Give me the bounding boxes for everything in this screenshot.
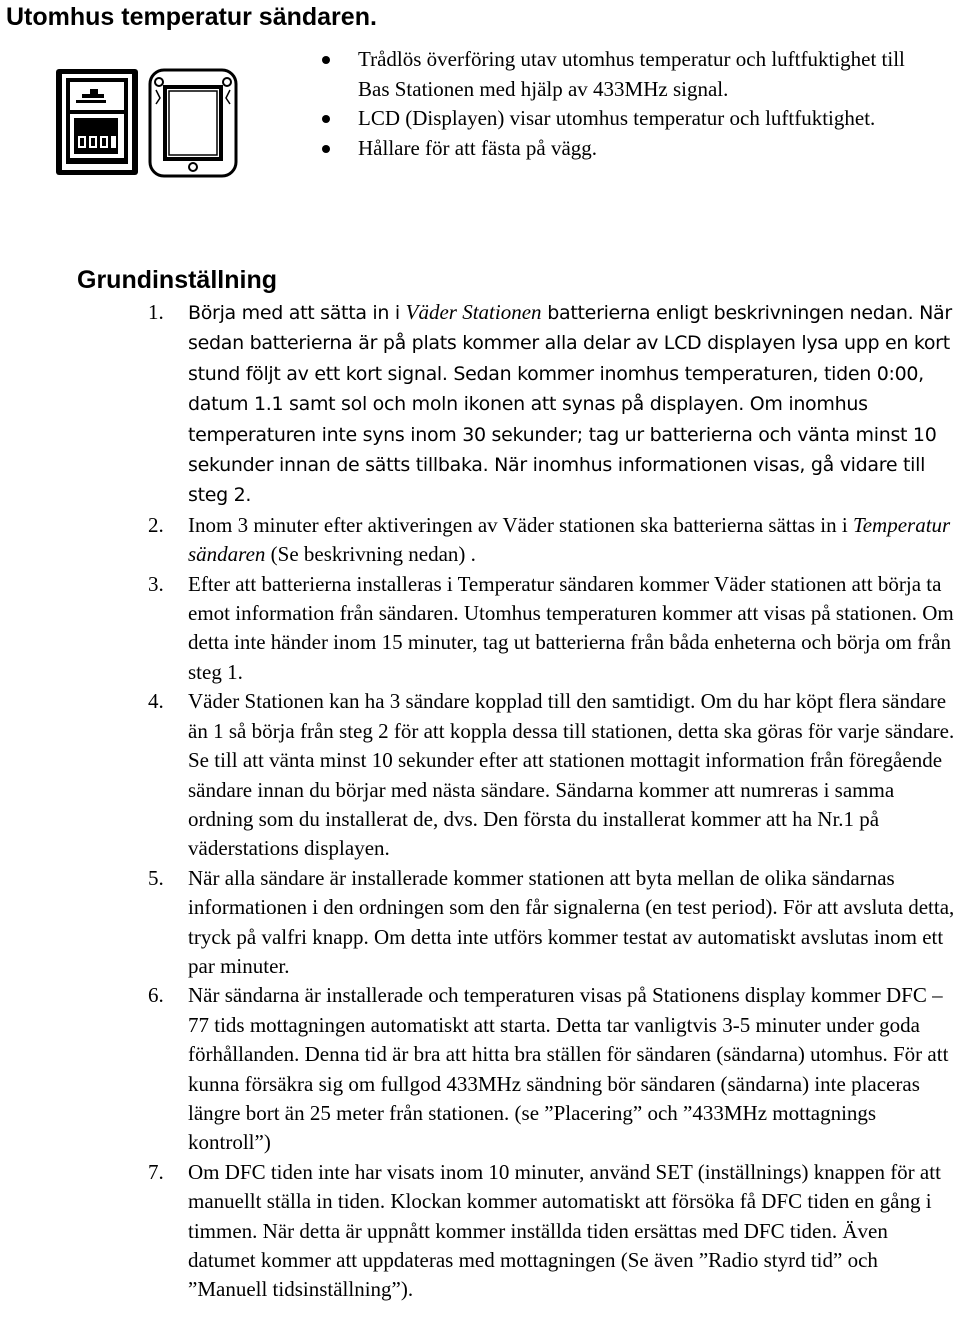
step-item [148, 687, 960, 863]
feature-item: LCD (Displayen) visar utomhus temperatur och luftfuktighet. [320, 104, 940, 134]
step-item [148, 981, 960, 1157]
page-title: Utomhus temperatur sändaren. [6, 3, 377, 31]
step-text: När sändarna är installerade och temperaturen visas på Stationens display kommer DFC – 77 tids mottagningen automatiskt att starta. Detta tar vanligtvis 3-5 minuter under goda förhållanden. Denna tid är bra att hitta bra ställen för sändaren (sändarna) utomhus. För att kunna försäkra sig om fullgod 433MHz sändning bör sändaren (sändarna) inte placeras längre bort än 25 meter från stationen. (se ”Placering” och ”433MHz mottagnings kontroll”) [188, 983, 949, 1155]
feature-list [320, 45, 940, 163]
step-item [148, 511, 960, 570]
step-number: 6. [148, 983, 164, 1008]
step-emphasis: Väder Stationen [405, 300, 542, 324]
step-item [148, 570, 960, 688]
step-number: 1. [148, 300, 164, 324]
step-emphasis: Temperatur sändaren [188, 512, 951, 567]
step-item [148, 1158, 960, 1305]
setup-steps [148, 298, 960, 1305]
step-item [148, 298, 960, 511]
step-number: 3. [148, 571, 164, 596]
step-text: När alla sändare är installerade kommer stationen att byta mellan de olika sändarnas informationen i den ordningen som den får signalerna (en test period). För att avsluta detta, tryck på valfri knapp. Om detta inte utförs kommer testat av automatiskt avslutas inom ett par minuter. [188, 865, 955, 978]
step-item [148, 864, 960, 982]
step-text: batterierna enligt beskrivningen nedan. När sedan batterierna är på plats kommer alla delar av LCD displayen lysa upp en kort stund följt av ett kort signal. Sedan kommer inomhus temperaturen, tiden 0:00, datum 1.1 samt sol och moln ikonen att synas på displayen. Om inomhus temperaturen inte syns inom 30 sekunder; tag ur batterierna och vänta minst 10 sekunder innan de sätts tillbaka. När inomhus informationen visas, gå vidare till steg 2. [188, 302, 952, 507]
step-number: 2. [148, 512, 164, 537]
step-text: (Se beskrivning nedan) . [265, 542, 476, 567]
section-heading: Grundinställning [77, 266, 277, 294]
sensor-device-icon [52, 64, 242, 184]
step-text: Efter att batterierna installeras i Temperatur sändaren kommer Väder stationen att börja ta emot information från sändaren. Utomhus temperaturen kommer att visas på stationen. Om detta inte händer inom 15 minuter, tag ut batterierna från båda enheterna och börja om från steg 1. [188, 571, 954, 684]
feature-item: Trådlös överföring utav utomhus temperatur och luftfuktighet till Bas Stationen med hjälp av 433MHz signal. [320, 45, 940, 104]
feature-item: Hållare för att fästa på vägg. [320, 134, 940, 164]
step-number: 4. [148, 689, 164, 714]
step-text: Inom 3 minuter efter aktiveringen av Väder stationen ska batterierna sättas in i [188, 512, 853, 537]
step-text: Väder Stationen kan ha 3 sändare kopplad till den samtidigt. Om du har köpt flera sändare än 1 så börja från steg 2 för att koppla dessa till stationen, detta ska göras för varje sändare. Se till att vänta minst 10 sekunder efter att stationen mottagit information från föregående sändare innan du börjar med nästa sändare. Sändarna kommer att numreras i samma ordning som du installerat de, dvs. Den första du installerat kommer att ha Nr.1 på väderstations displayen. [188, 689, 955, 861]
step-text: Börja med att sätta in i [188, 302, 406, 324]
step-text: Om DFC tiden inte har visats inom 10 minuter, använd SET (inställnings) knappen för att manuellt ställa in tiden. Klockan kommer automatiskt att försöka få DFC tiden en gång i timmen. När detta är uppnått kommer inställda tiden ersättas med DFC tiden. Även datumet kommer att uppdateras med mottagningen (Se även ”Radio styrd tid” och ”Manuell tidsinställning”). [188, 1159, 941, 1302]
sensor-illustration [52, 64, 242, 184]
step-number: 7. [148, 1159, 164, 1184]
step-number: 5. [148, 865, 164, 890]
